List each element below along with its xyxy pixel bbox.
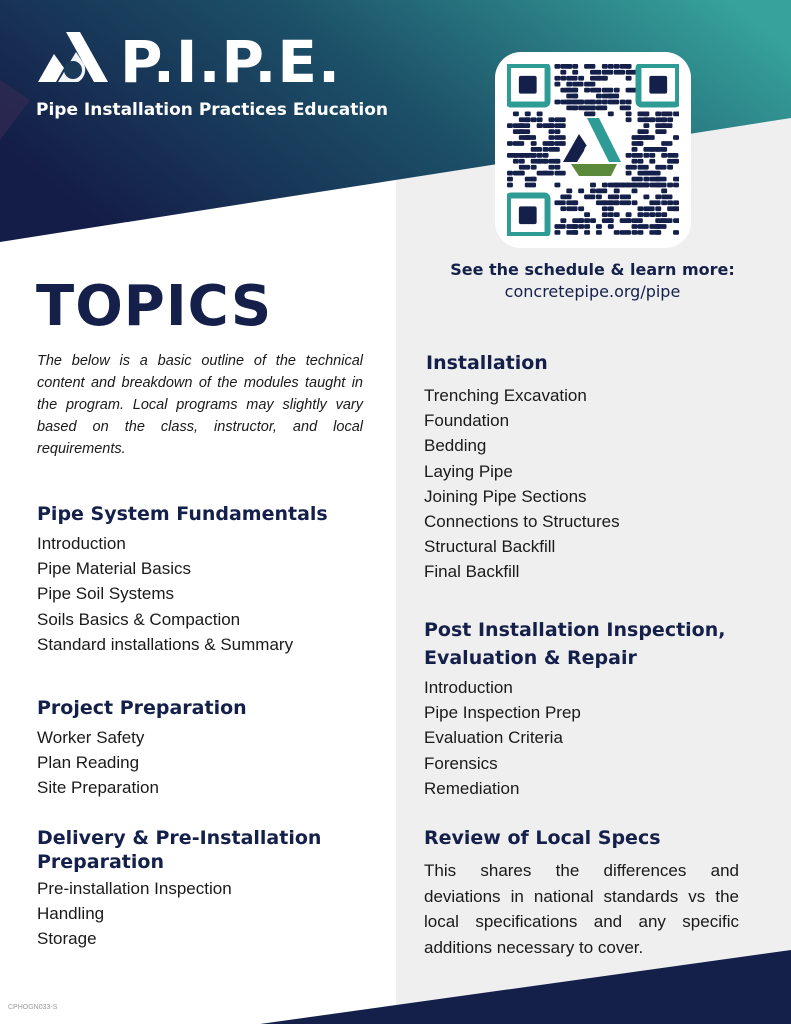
qr-finder-pattern: [508, 65, 548, 105]
list-installation: [424, 383, 620, 585]
qr-module: [525, 183, 536, 188]
list-item: Worker Safety: [37, 728, 145, 747]
qr-module: [626, 171, 632, 176]
qr-module: [560, 218, 566, 223]
qr-module: [584, 224, 590, 229]
qr-module: [554, 129, 560, 134]
qr-finder-pattern: [638, 65, 678, 105]
section-title-project-preparation: Project Preparation: [37, 697, 247, 719]
qr-module: [519, 129, 530, 134]
qr-module: [637, 224, 648, 229]
qr-module: [578, 206, 584, 211]
qr-module: [667, 200, 673, 205]
qr-module: [519, 165, 530, 170]
qr-module: [667, 153, 678, 158]
qr-module: [507, 183, 513, 188]
qr-module: [673, 200, 679, 205]
list-item: Handling: [37, 904, 105, 924]
qr-module: [513, 111, 519, 116]
list-item: Joining Pipe Sections: [424, 486, 587, 506]
qr-module: [572, 82, 583, 87]
qr-module: [661, 147, 667, 152]
qr-module: [519, 171, 525, 176]
qr-module: [572, 88, 578, 93]
list-item: Forensics: [424, 753, 498, 773]
qr-module: [584, 82, 595, 87]
qr-module: [661, 189, 667, 194]
qr-module: [572, 200, 578, 205]
qr-module: [578, 224, 584, 229]
qr-module: [596, 94, 602, 99]
qr-caption-heading: See the schedule & learn more:: [450, 260, 735, 279]
qr-module: [673, 183, 679, 188]
qr-module: [602, 100, 608, 105]
qr-module: [626, 70, 637, 75]
qr-module: [602, 64, 608, 69]
qr-module: [661, 111, 672, 116]
qr-module: [507, 141, 513, 146]
qr-module: [614, 88, 620, 93]
qr-module: [584, 64, 595, 69]
qr-module: [608, 194, 619, 199]
qr-module: [667, 165, 673, 170]
list-item: Introduction: [424, 678, 513, 697]
qr-module: [543, 153, 549, 158]
list-item: Connections to Structures: [424, 511, 620, 531]
qr-module: [554, 64, 560, 69]
qr-module: [661, 194, 672, 199]
qr-module: [566, 189, 572, 194]
qr-module: [531, 177, 537, 182]
qr-module: [572, 106, 578, 111]
qr-module: [620, 194, 631, 199]
section-title-line: Evaluation & Repair: [424, 647, 637, 669]
qr-module: [560, 194, 571, 199]
qr-module: [661, 117, 667, 122]
qr-module: [519, 159, 525, 164]
qr-module: [549, 123, 555, 128]
qr-module: [566, 206, 577, 211]
qr-module: [596, 189, 607, 194]
qr-module: [661, 141, 672, 146]
list-delivery: [37, 876, 232, 952]
qr-module: [572, 224, 578, 229]
section-title-line: Delivery & Pre-Installation: [37, 827, 322, 849]
list-item: Remediation: [424, 778, 520, 798]
qr-module: [655, 230, 661, 235]
qr-module: [572, 64, 578, 69]
qr-module: [549, 141, 555, 146]
qr-module: [554, 135, 565, 140]
qr-module: [543, 159, 549, 164]
qr-module: [590, 100, 596, 105]
qr-module: [572, 70, 578, 75]
qr-module: [578, 100, 584, 105]
qr-module: [608, 206, 614, 211]
list-item: Laying Pipe: [424, 461, 513, 481]
qr-module: [655, 183, 666, 188]
qr-module: [626, 165, 637, 170]
brand-subtitle: Pipe Installation Practices Education: [36, 100, 388, 120]
qr-module: [578, 189, 584, 194]
list-item: Foundation: [424, 411, 510, 431]
qr-module: [554, 76, 560, 81]
qr-module: [537, 153, 543, 158]
topics-heading: TOPICS: [36, 274, 273, 339]
qr-code-icon[interactable]: [507, 64, 679, 236]
qr-module: [637, 230, 643, 235]
brand-title: P.I.P.E.: [120, 28, 342, 96]
qr-module: [661, 200, 667, 205]
qr-module: [549, 117, 555, 122]
list-item: Introduction: [37, 534, 126, 553]
qr-module: [554, 224, 565, 229]
list-item: Structural Backfill: [424, 537, 556, 557]
qr-module: [554, 171, 565, 176]
qr-module: [673, 218, 679, 223]
qr-module: [655, 129, 666, 134]
qr-module: [655, 111, 661, 116]
qr-module: [673, 230, 679, 235]
qr-module: [637, 159, 643, 164]
qr-module: [632, 153, 643, 158]
qr-module: [673, 135, 679, 140]
qr-module: [620, 200, 631, 205]
qr-module: [632, 230, 638, 235]
qr-module: [537, 123, 543, 128]
qr-module: [507, 123, 513, 128]
qr-module: [614, 70, 625, 75]
qr-module: [554, 183, 560, 188]
qr-module: [637, 129, 648, 134]
list-item: Final Backfill: [424, 562, 520, 582]
qr-module: [602, 206, 608, 211]
qr-module: [637, 141, 643, 146]
qr-module: [626, 76, 632, 81]
qr-module: [614, 212, 620, 217]
qr-module: [661, 123, 672, 128]
qr-module: [655, 212, 661, 217]
qr-module: [626, 117, 632, 122]
qr-module: [590, 218, 596, 223]
qr-module: [602, 88, 613, 93]
qr-module: [649, 153, 655, 158]
qr-module: [632, 177, 643, 182]
qr-module: [655, 224, 666, 229]
list-pipe-system-fundamentals: [37, 531, 293, 657]
qr-module: [643, 177, 649, 182]
qr-module: [584, 88, 590, 93]
qr-module: [608, 111, 614, 116]
qr-module: [543, 147, 549, 152]
qr-module: [507, 171, 513, 176]
qr-module: [655, 177, 666, 182]
qr-module: [549, 165, 555, 170]
qr-module: [554, 117, 565, 122]
qr-module: [525, 111, 531, 116]
qr-module: [667, 183, 673, 188]
qr-module: [507, 177, 513, 182]
qr-module: [560, 76, 566, 81]
list-item: Pipe Inspection Prep: [424, 703, 581, 723]
qr-module: [513, 141, 524, 146]
qr-module: [632, 200, 638, 205]
qr-module: [626, 111, 632, 116]
qr-module: [584, 111, 595, 116]
qr-module: [596, 224, 602, 229]
qr-module: [643, 206, 654, 211]
qr-module: [614, 64, 620, 69]
list-item: Trenching Excavation: [424, 386, 587, 405]
qr-module: [626, 64, 632, 69]
qr-module: [572, 94, 578, 99]
section-title-line: Post Installation Inspection,: [424, 619, 726, 641]
qr-caption-url[interactable]: concretepipe.org/pipe: [504, 282, 681, 301]
qr-module: [549, 129, 555, 134]
qr-module: [667, 117, 673, 122]
qr-module: [643, 111, 649, 116]
qr-module: [554, 165, 560, 170]
qr-module: [590, 88, 601, 93]
qr-module: [602, 70, 613, 75]
qr-module: [649, 159, 655, 164]
qr-module: [643, 183, 649, 188]
section-title-delivery: [37, 826, 321, 874]
qr-module: [608, 64, 614, 69]
qr-module: [554, 141, 565, 146]
qr-module: [554, 159, 560, 164]
qr-module: [554, 123, 565, 128]
qr-module: [531, 153, 537, 158]
qr-module: [590, 70, 601, 75]
qr-module: [649, 212, 655, 217]
qr-module: [614, 230, 620, 235]
qr-module: [620, 106, 631, 111]
qr-module: [637, 212, 643, 217]
qr-module: [531, 165, 537, 170]
intro-paragraph: The below is a basic outline of the technical content and breakdown of the modules taught in the program. Local programs may slightly vary based on the class, instructor, and local requirements.: [37, 353, 363, 457]
qr-module: [643, 212, 649, 217]
qr-module: [525, 135, 536, 140]
qr-module: [537, 117, 543, 122]
qr-module: [596, 230, 602, 235]
qr-module: [578, 218, 584, 223]
qr-module: [673, 177, 679, 182]
qr-module: [620, 230, 631, 235]
qr-module: [661, 212, 667, 217]
qr-module: [578, 76, 584, 81]
qr-module: [673, 206, 679, 211]
qr-module: [513, 159, 519, 164]
review-local-specs-paragraph: This shares the differences and deviations in national standards vs the local specifications and any specific additions necessary to cover.: [424, 861, 739, 957]
qr-module: [531, 117, 537, 122]
list-post-installation: [424, 675, 581, 801]
qr-module: [649, 117, 655, 122]
qr-module: [584, 212, 590, 217]
qr-module: [549, 135, 555, 140]
qr-module: [602, 212, 608, 217]
qr-module: [632, 147, 638, 152]
qr-module: [632, 224, 638, 229]
qr-module: [626, 153, 632, 158]
qr-module: [554, 230, 560, 235]
qr-module: [590, 183, 596, 188]
qr-module: [572, 230, 578, 235]
list-item: Pre-installation Inspection: [37, 879, 232, 898]
section-title-installation: Installation: [426, 352, 548, 374]
list-item: Storage: [37, 929, 97, 949]
qr-module: [661, 218, 672, 223]
qr-module: [637, 206, 643, 211]
qr-module: [632, 159, 638, 164]
qr-module: [549, 147, 560, 152]
qr-module: [602, 76, 608, 81]
list-item: Plan Reading: [37, 753, 140, 773]
qr-module: [626, 100, 632, 105]
qr-center-logo-icon: [563, 118, 621, 176]
qr-module: [519, 123, 530, 128]
qr-module: [626, 212, 632, 217]
qr-module: [608, 224, 614, 229]
qr-module: [673, 111, 679, 116]
qr-module: [643, 123, 649, 128]
qr-module: [643, 153, 649, 158]
qr-module: [560, 206, 566, 211]
qr-module: [655, 165, 666, 170]
qr-module: [649, 200, 660, 205]
list-project-preparation: [37, 725, 159, 801]
qr-module: [566, 64, 572, 69]
qr-module: [584, 230, 590, 235]
list-item: Pipe Soil Systems: [37, 584, 174, 604]
section-title-line: Preparation: [37, 851, 164, 873]
qr-module: [614, 200, 620, 205]
qr-module: [614, 189, 620, 194]
qr-module: [596, 100, 602, 105]
qr-module: [626, 218, 632, 223]
qr-module: [596, 106, 607, 111]
qr-module: [655, 206, 661, 211]
qr-module: [560, 70, 566, 75]
section-title-post-installation: [424, 616, 725, 672]
pipe-triangle-logo-icon: [36, 30, 116, 88]
qr-module: [554, 100, 560, 105]
qr-module: [632, 189, 638, 194]
qr-module: [626, 88, 637, 93]
qr-module: [608, 100, 619, 105]
qr-module: [661, 153, 667, 158]
qr-module: [632, 218, 643, 223]
document-code: CPHOGN033-S: [8, 1004, 58, 1011]
list-item: Evaluation Criteria: [424, 728, 563, 748]
list-item: Pipe Material Basics: [37, 559, 192, 579]
qr-module: [590, 106, 596, 111]
qr-module: [643, 194, 649, 199]
qr-module: [584, 218, 590, 223]
qr-module: [602, 183, 608, 188]
qr-module: [673, 159, 679, 164]
qr-module: [566, 82, 572, 87]
qr-module: [554, 200, 565, 205]
qr-module: [554, 82, 560, 87]
list-item: Standard installations & Summary: [37, 634, 294, 654]
qr-module: [620, 100, 626, 105]
qr-module: [525, 117, 531, 122]
list-item: Bedding: [424, 436, 487, 456]
section-title-review-local-specs: Review of Local Specs: [424, 827, 661, 849]
qr-module: [584, 194, 595, 199]
qr-finder-pattern: [508, 195, 548, 235]
qr-module: [608, 218, 614, 223]
qr-module: [531, 141, 537, 146]
qr-module: [649, 171, 660, 176]
qr-module: [531, 147, 542, 152]
qr-module: [608, 94, 619, 99]
qr-module: [637, 165, 648, 170]
qr-module: [566, 76, 577, 81]
list-item: Soils Basics & Compaction: [37, 609, 241, 629]
qr-module: [655, 194, 661, 199]
qr-module: [590, 189, 596, 194]
qr-module: [643, 135, 654, 140]
list-item: Site Preparation: [37, 778, 159, 798]
section-title-pipe-system-fundamentals: Pipe System Fundamentals: [37, 503, 328, 525]
qr-module: [596, 194, 602, 199]
qr-module: [543, 171, 554, 176]
qr-module: [537, 111, 543, 116]
qr-module: [608, 212, 614, 217]
